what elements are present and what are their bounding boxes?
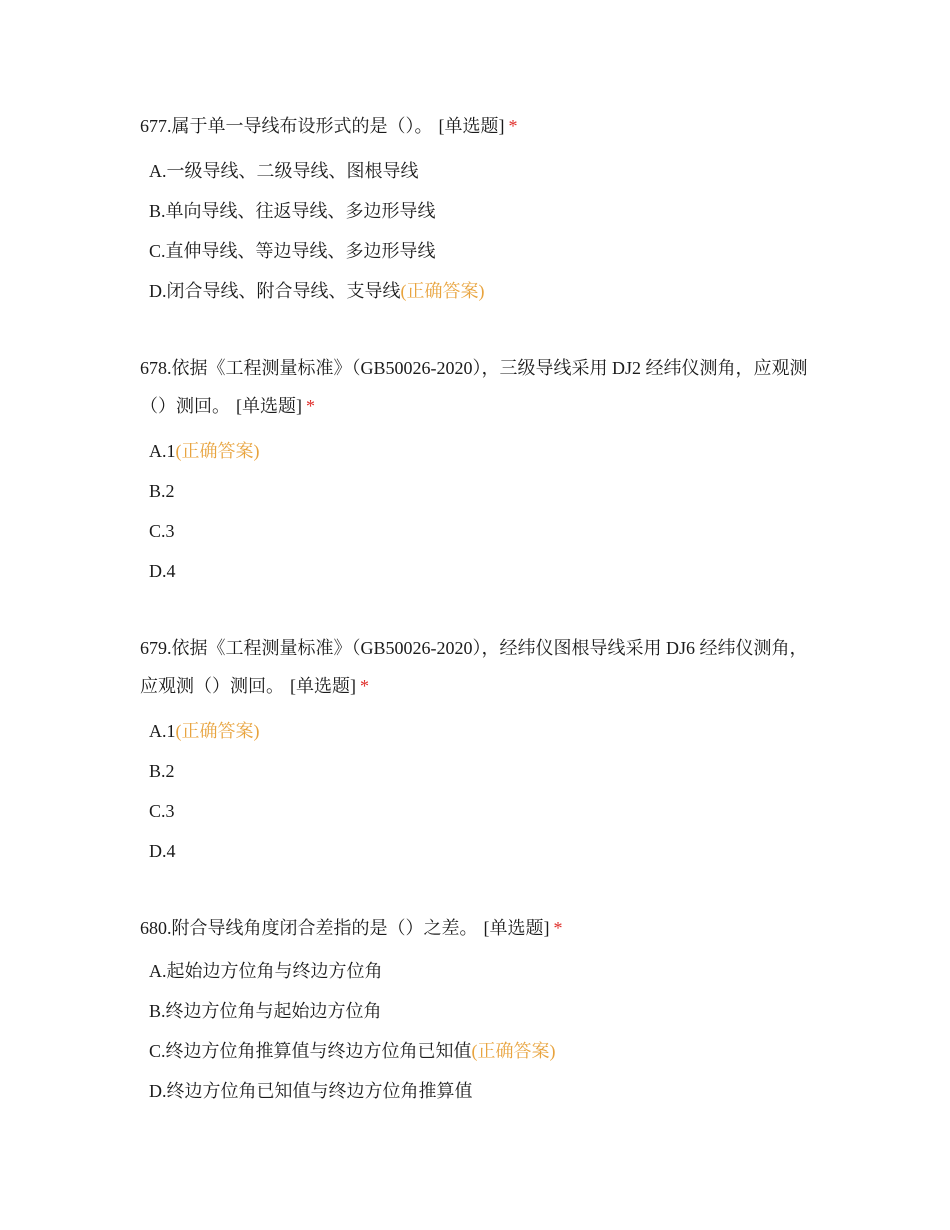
question-678: [140, 349, 820, 591]
question-text: 678.依据《工程测量标准》（GB50026-2020），三级导线采用 DJ2 经纬仪测角，应观测（）测回。: [140, 358, 808, 416]
option-d: D.4: [149, 841, 176, 861]
option-a: A.1(正确答案): [149, 721, 260, 741]
options-list: [140, 431, 820, 591]
option-a: A.起始边方位角与终边方位角: [149, 961, 383, 981]
option-c: C.直伸导线、等边导线、多边形导线: [149, 241, 436, 261]
correct-answer-mark: (正确答案): [175, 721, 260, 741]
question-text: 680.附合导线角度闭合差指的是（）之差。: [140, 918, 478, 938]
options-list: [140, 951, 820, 1111]
question-text: 679.依据《工程测量标准》（GB50026-2020），经纬仪图根导线采用 DJ6 经纬仪测角，应观测（）测回。: [140, 638, 808, 696]
option-b: B.2: [149, 761, 175, 781]
question-677: [140, 107, 820, 311]
question-type: [单选题]: [483, 918, 550, 938]
option-a: A.1(正确答案): [149, 441, 260, 461]
options-list: [140, 151, 820, 311]
option-a: A.一级导线、二级导线、图根导线: [149, 161, 419, 181]
question-type: [单选题]: [290, 676, 356, 696]
option-d: D.终边方位角已知值与终边方位角推算值: [149, 1081, 473, 1101]
required-mark: *: [508, 116, 518, 136]
option-d: D.4: [149, 561, 176, 581]
question-title: [140, 349, 820, 425]
option-d: D.闭合导线、附合导线、支导线(正确答案): [149, 281, 485, 301]
required-mark: *: [360, 676, 369, 696]
question-title: [140, 629, 820, 705]
question-type: [单选题]: [236, 396, 302, 416]
question-680: [140, 909, 820, 1111]
required-mark: *: [306, 396, 315, 416]
question-type: [单选题]: [438, 116, 505, 136]
correct-answer-mark: (正确答案): [400, 281, 485, 301]
option-b: B.单向导线、往返导线、多边形导线: [149, 201, 436, 221]
option-c: C.终边方位角推算值与终边方位角已知值(正确答案): [149, 1041, 556, 1061]
question-679: [140, 629, 820, 871]
option-c: C.3: [149, 521, 175, 541]
option-b: B.终边方位角与起始边方位角: [149, 1001, 382, 1021]
question-title: [140, 107, 820, 145]
options-list: [140, 711, 820, 871]
question-text: 677.属于单一导线布设形式的是（）。: [140, 116, 433, 136]
option-c: C.3: [149, 801, 175, 821]
correct-answer-mark: (正确答案): [175, 441, 260, 461]
required-mark: *: [553, 918, 563, 938]
correct-answer-mark: (正确答案): [471, 1041, 556, 1061]
question-title: [140, 909, 820, 947]
option-b: B.2: [149, 481, 175, 501]
